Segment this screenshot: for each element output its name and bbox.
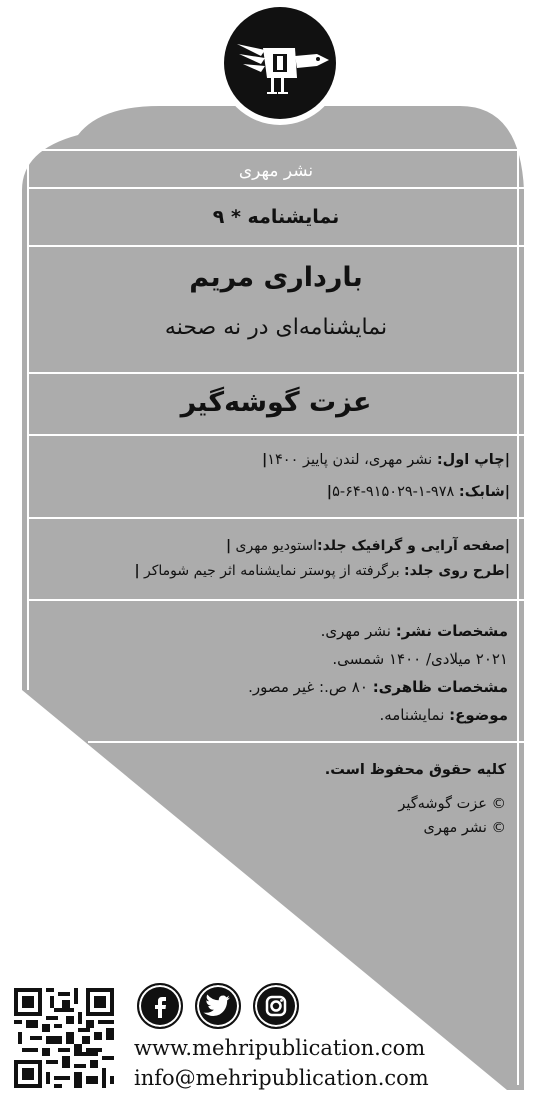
subject-label: موضوع: xyxy=(449,706,508,724)
copyright-publisher: © نشر مهری xyxy=(423,820,506,836)
series-label: نمایشنامه * ۹ xyxy=(212,206,340,228)
qr-code xyxy=(14,988,114,1088)
physical-line xyxy=(248,678,508,696)
publisher-band: نشر مهری xyxy=(238,161,314,181)
layout-line: |صفحه آرایی و گرافیک جلد:استودیو مهری | xyxy=(225,538,510,554)
physical-label: مشخصات ظاهری: xyxy=(372,678,508,696)
email-link[interactable]: info@mehripublication.com xyxy=(134,1066,429,1090)
isbn-label: شابک: xyxy=(458,484,505,500)
isbn-value: ۹۷۸-۱-۹۱۵۰۲۹-۶۴-۵ xyxy=(332,484,455,500)
subject-value: نمایشنامه. xyxy=(379,706,445,724)
book-author: عزت گوشه‌گیر xyxy=(180,387,372,418)
pub-label: مشخصات نشر: xyxy=(395,622,508,640)
gray-panel-shape xyxy=(22,106,524,1090)
subject-line xyxy=(379,706,508,724)
facebook-icon[interactable] xyxy=(137,983,183,1029)
year-value: ۲۰۲۱ میلادی/ ۱۴۰۰ شمسی. xyxy=(332,650,508,668)
twitter-icon[interactable] xyxy=(195,983,241,1029)
physical-value: ۸۰ ص.: غیر مصور. xyxy=(248,678,368,696)
cover-design-value: برگرفته از پوستر نمایشنامه اثر جیم شوماکر xyxy=(144,563,400,579)
cover-design-label: طرح روی جلد: xyxy=(404,563,505,579)
first-print-label: چاپ اول: xyxy=(436,452,505,468)
layout-label: صفحه آرایی و گرافیک جلد: xyxy=(317,538,505,554)
cover-design-line: |طرح روی جلد: برگرفته از پوستر نمایشنامه اثر جیم شوماکر | xyxy=(134,563,510,579)
book-title: بارداری مریم xyxy=(189,262,363,293)
first-print-value: نشر مهری، لندن پاییز ۱۴۰۰ xyxy=(267,452,433,468)
copyright-author: © عزت گوشه‌گیر xyxy=(398,796,506,812)
year-line xyxy=(332,650,508,668)
pub-line xyxy=(321,622,508,640)
pub-value: نشر مهری. xyxy=(320,622,391,640)
instagram-icon[interactable] xyxy=(253,983,299,1029)
publisher-logo xyxy=(217,0,343,126)
first-print-line: |چاپ اول: نشر مهری، لندن پاییز ۱۴۰۰| xyxy=(261,452,510,468)
isbn-line: |شابک: ۹۷۸-۱-۹۱۵۰۲۹-۶۴-۵| xyxy=(326,484,510,500)
all-rights-reserved: کلیه حقوق محفوظ است. xyxy=(324,762,506,778)
website-link[interactable]: www.mehripublication.com xyxy=(134,1036,426,1060)
book-subtitle: نمایشنامه‌ای در نه صحنه xyxy=(164,315,388,340)
layout-value: استودیو مهری xyxy=(235,538,318,554)
